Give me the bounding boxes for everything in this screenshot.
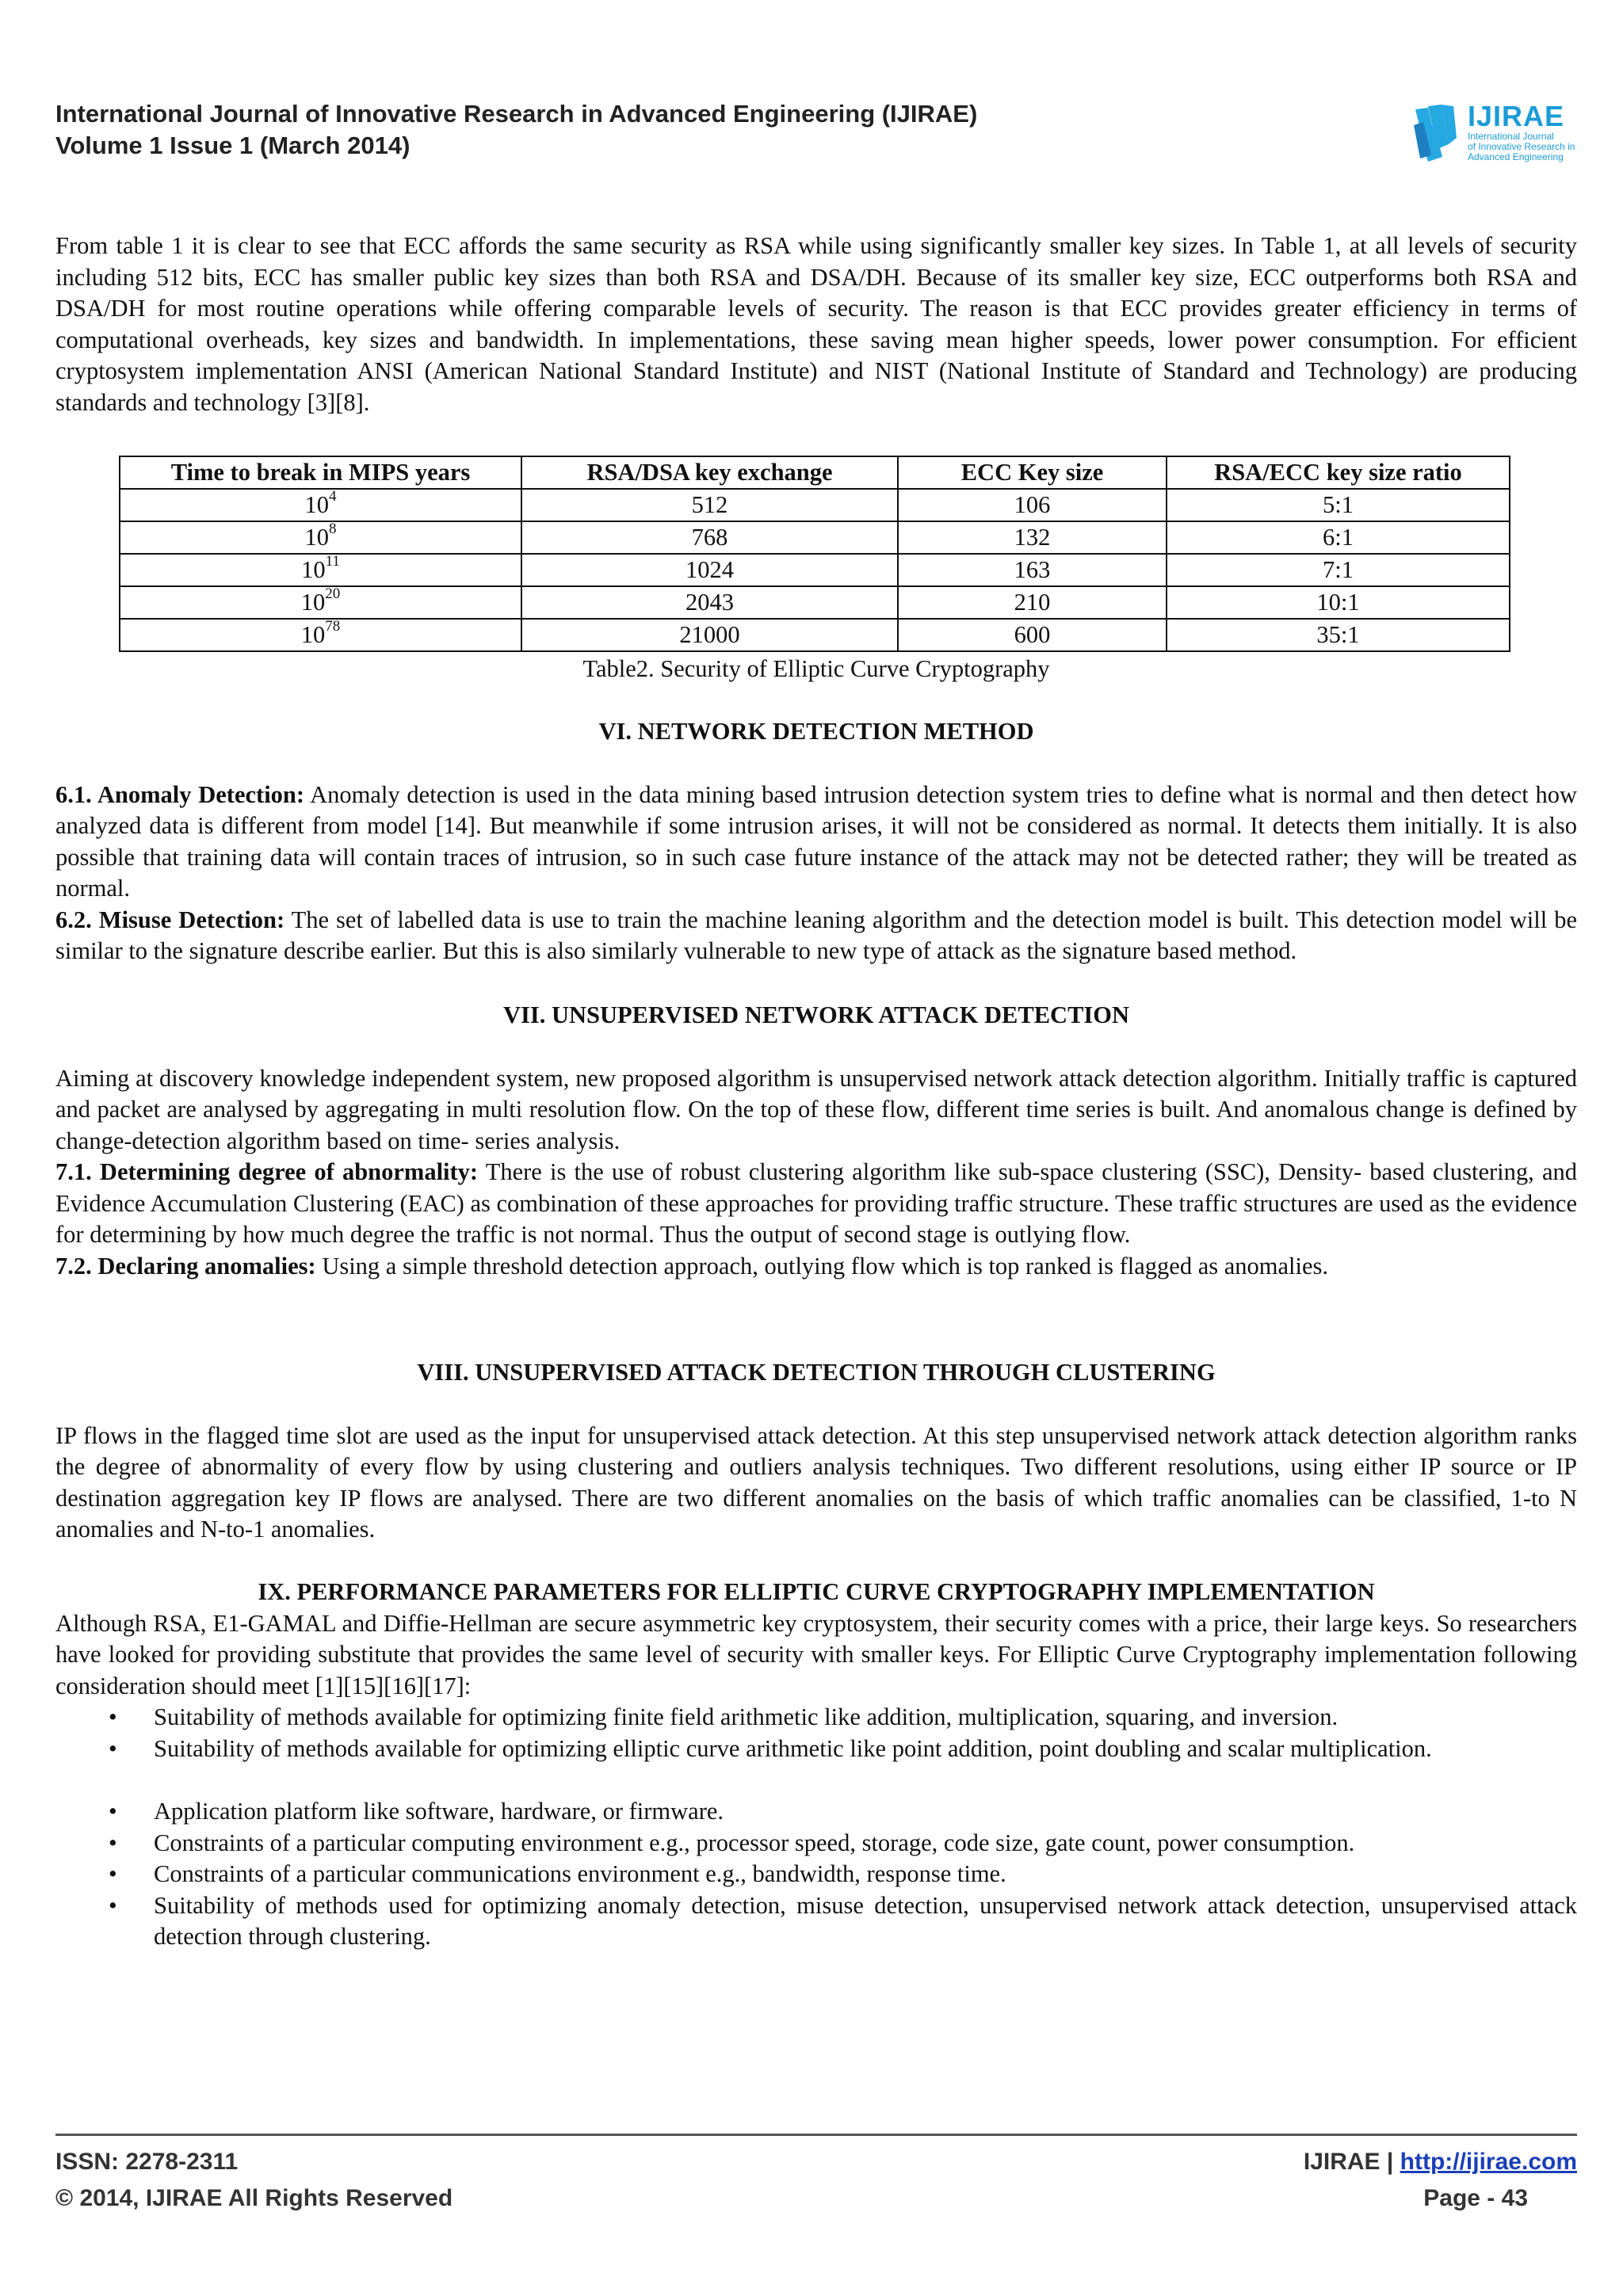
logo-subtitle-1: International Journal xyxy=(1468,131,1554,142)
paragraph-9-0: Although RSA, E1-GAMAL and Diffie-Hellman are secure asymmetric key cryptosystem, their security comes with a price, their large keys. So researchers have looked for providing substitute that provides the same level of security with smaller keys. For Elliptic Curve Cryptography implementation following consideration should meet [1][15][16][17]: xyxy=(55,1609,1577,1699)
footer-site: IJIRAE | http://ijirae.com xyxy=(1303,2149,1577,2175)
section-8 xyxy=(55,1357,1577,1546)
table-cell: 6:1 xyxy=(1167,521,1510,554)
bullet-icon: • xyxy=(109,1798,117,1825)
paragraph-6-1: 6.1. Anomaly Detection: Anomaly detection is used in the data mining based intrusion detection system tries to define what is normal and then detect how analyzed data is different from model [14]. But meanwhile if some intrusion arises, it will not be considered as normal. It detects them initially. It is also possible that training data will contain traces of intrusion, so in such case future instance of the attack may not be detected rather; they will be treated as normal. xyxy=(55,780,1577,902)
footer-copyright: © 2014, IJIRAE All Rights Reserved xyxy=(55,2185,453,2211)
paragraph-7-2: 7.2. Declaring anomalies: Using a simple threshold detection approach, outlying flow which is top ranked is flagged as anomalies. xyxy=(55,1252,1329,1280)
table-cell: 600 xyxy=(898,619,1167,651)
logo-subtitle-2: of Innovative Research in xyxy=(1468,141,1575,152)
section-heading: IX. PERFORMANCE PARAMETERS FOR ELLIPTIC CURVE CRYPTOGRAPHY IMPLEMENTATION xyxy=(258,1578,1375,1605)
journal-title: International Journal of Innovative Research in Advanced Engineering (IJIRAE) xyxy=(55,100,978,128)
bullet-icon: • xyxy=(109,1891,117,1919)
table-cell: 163 xyxy=(898,554,1167,586)
section-6 xyxy=(55,716,1577,967)
table-cell: 21000 xyxy=(521,619,898,651)
site-link[interactable]: http://ijirae.com xyxy=(1400,2149,1577,2175)
bullet-icon: • xyxy=(109,1734,117,1762)
journal-volume: Volume 1 Issue 1 (March 2014) xyxy=(55,132,411,159)
table-caption: Table2. Security of Elliptic Curve Cryptography xyxy=(582,655,1050,682)
paragraph-7-1: 7.1. Determining degree of abnormality: There is the use of robust clustering algorithm like sub-space clustering (SSC), Density- based clustering, and Evidence Accumulation Clustering (EAC) as combination of these approaches for providing traffic structure. These traffic structures are used as the evidence for determining by how much degree the traffic is not normal. Thus the output of second stage is outlying flow. xyxy=(55,1158,1577,1248)
table-cell: 106 xyxy=(898,489,1167,521)
bullet-list xyxy=(55,1796,1577,1953)
list-item: • Suitability of methods available for optimizing elliptic curve arithmetic like point addition, point doubling and scalar multiplication. xyxy=(55,1733,1577,1765)
table-cell: $10^{11}$ xyxy=(120,554,521,586)
intro-block xyxy=(55,231,1577,418)
table-cell: 5:1 xyxy=(1167,489,1510,521)
list-item: • Application platform like software, hardware, or firmware. xyxy=(55,1796,1577,1828)
section-heading: VIII. UNSUPERVISED ATTACK DETECTION THROUGH CLUSTERING xyxy=(417,1359,1216,1386)
table-header-cell: Time to break in MIPS years xyxy=(120,456,521,489)
bullet-list xyxy=(55,1702,1577,1764)
bullet-icon: • xyxy=(109,1829,117,1856)
section-7 xyxy=(55,1000,1577,1282)
table-cell: 1024 xyxy=(521,554,898,586)
table-cell: $10^{20}$ xyxy=(120,586,521,619)
table-cell: 7:1 xyxy=(1167,554,1510,586)
journal-header xyxy=(55,98,977,162)
table-header-cell: ECC Key size xyxy=(898,456,1167,489)
table-cell: 210 xyxy=(898,586,1167,619)
table-cell: $10^8$ xyxy=(120,521,521,554)
section-heading: VII. UNSUPERVISED NETWORK ATTACK DETECTION xyxy=(502,1001,1130,1028)
paragraph-8-0: IP flows in the flagged time slot are used as the input for unsupervised attack detection. At this step unsupervised network attack detection algorithm ranks the degree of abnormality of every flow by using clustering and outliers analysis techniques. Two different resolutions, using either IP source or IP destination aggregation key IP flows are analysed. There are two different anomalies on the basis of which traffic anomalies can be classified, 1-to N anomalies and N-to-1 anomalies. xyxy=(55,1421,1577,1543)
footer-page-number: Page - 43 xyxy=(1423,2185,1528,2211)
logo-title: IJIRAE xyxy=(1468,100,1565,132)
table-cell: 2043 xyxy=(521,586,898,619)
list-item: • Suitability of methods used for optimizing anomaly detection, misuse detection, unsupervised network attack detection, unsupervised attack detection through clustering. xyxy=(109,1891,1577,1950)
table-cell: 768 xyxy=(521,521,898,554)
table-header-row xyxy=(120,456,1510,489)
footer-issn: ISSN: 2278-2311 xyxy=(55,2149,239,2175)
table-cell: 132 xyxy=(898,521,1167,554)
table-caption-block xyxy=(55,654,1577,685)
paragraph-6-2: 6.2. Misuse Detection: The set of labelled data is use to train the machine leaning algorithm and the detection model is built. This detection model will be similar to the signature describe earlier. But this is also similarly vulnerable to new type of attack as the signature based method. xyxy=(55,906,1577,964)
paragraph-7-0: Aiming at discovery knowledge independent system, new proposed algorithm is unsupervised network attack detection algorithm. Initially traffic is captured and packet are analysed by aggregating in multi resolution flow. On the top of these flow, different time series is built. And anomalous change is defined by change-detection algorithm based on time- series analysis. xyxy=(55,1064,1577,1154)
bullet-icon: • xyxy=(109,1860,117,1887)
list-item: • Suitability of methods available for optimizing finite field arithmetic like addition, multiplication, squaring, and inversion. xyxy=(55,1702,1577,1733)
bullet-icon: • xyxy=(109,1703,117,1730)
section-9 xyxy=(55,1577,1577,1953)
table-cell: $10^4$ xyxy=(120,489,521,521)
table-cell: $10^{78}$ xyxy=(120,619,521,651)
security-table xyxy=(119,456,1510,652)
table-cell: 35:1 xyxy=(1167,619,1510,651)
intro-paragraph: From table 1 it is clear to see that ECC affords the same security as RSA while using significantly smaller key sizes. In Table 1, at all levels of security including 512 bits, ECC has smaller public key sizes than both RSA and DSA/DH. Because of its smaller key size, ECC outperforms both RSA and DSA/DH for most routine operations while offering comparable levels of security. The reason is that ECC provides greater efficiency in terms of computational overheads, key sizes and bandwidth. In implementations, these saving mean higher speeds, lower power consumption. For efficient cryptosystem implementation ANSI (American National Standard Institute) and NIST (National Institute of Standard and Technology) are producing standards and technology [3][8]. xyxy=(55,232,1577,416)
table-row xyxy=(120,619,1510,651)
logo-wordmark xyxy=(1468,101,1575,162)
table-row xyxy=(120,554,1510,586)
table-header-cell: RSA/ECC key size ratio xyxy=(1167,456,1510,489)
table-row xyxy=(120,521,1510,554)
table-cell: 512 xyxy=(521,489,898,521)
table-row xyxy=(120,489,1510,521)
section-heading: VI. NETWORK DETECTION METHOD xyxy=(598,718,1034,745)
list-item: • Constraints of a particular computing environment e.g., processor speed, storage, code size, gate count, power consumption. xyxy=(55,1828,1577,1859)
table-row xyxy=(120,586,1510,619)
table-cell: 10:1 xyxy=(1167,586,1510,619)
logo-subtitle-3: Advanced Engineering xyxy=(1468,151,1564,162)
table-header-cell: RSA/DSA key exchange xyxy=(521,456,898,489)
footer-divider xyxy=(55,2134,1577,2136)
list-item: • Constraints of a particular communications environment e.g., bandwidth, response time. xyxy=(55,1859,1577,1890)
